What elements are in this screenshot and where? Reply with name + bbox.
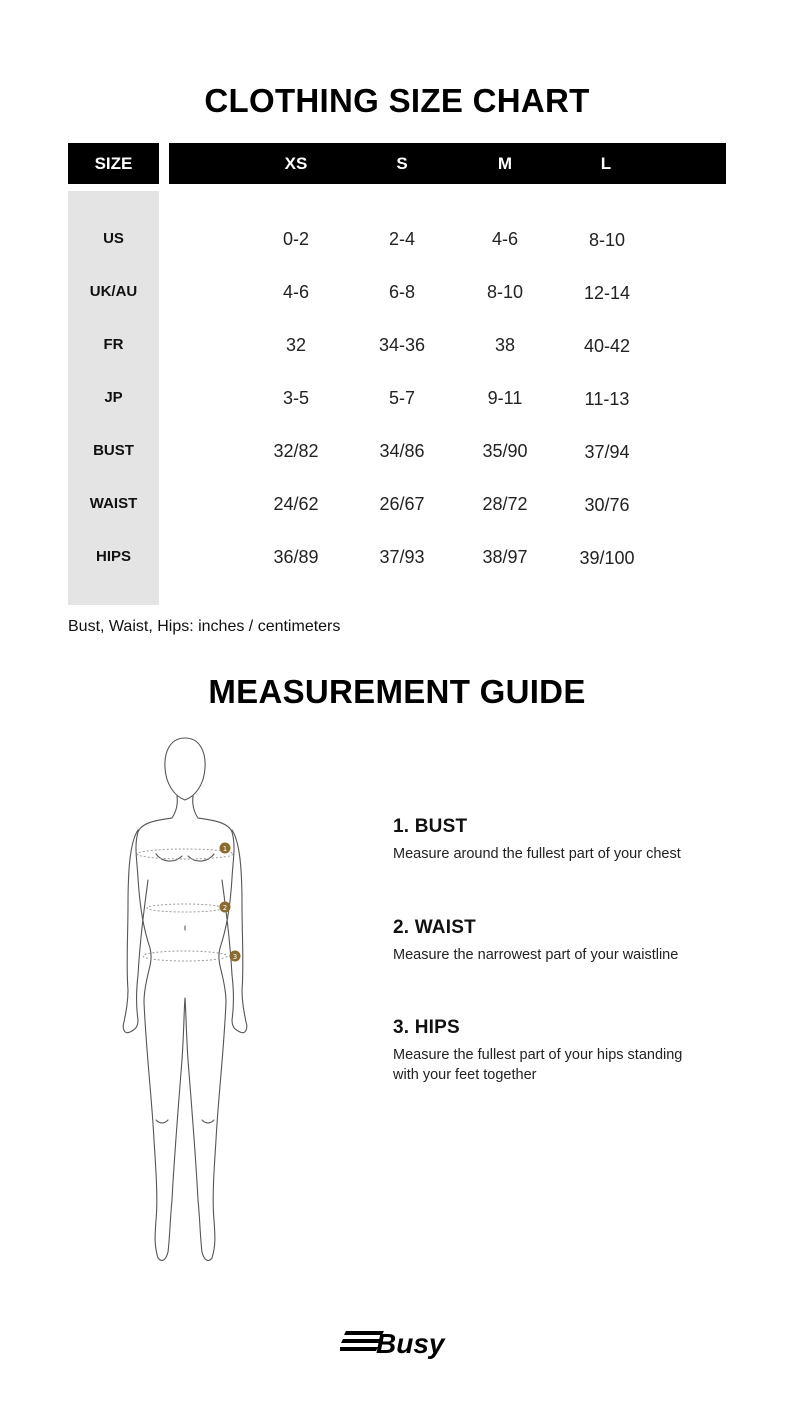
guide-title: MEASUREMENT GUIDE — [208, 673, 586, 710]
figure-head — [165, 738, 205, 800]
logo-stripe — [340, 1347, 378, 1351]
table-cell: 36/89 — [273, 547, 319, 567]
guide-description: Measure the narrowest part of your waistline — [393, 947, 679, 963]
table-cell: 32 — [285, 335, 307, 355]
table-cell: 37/93 — [379, 547, 425, 567]
figure-right-leg — [185, 998, 226, 1260]
table-cell: 8-10 — [486, 282, 524, 302]
table-cell: 4-6 — [282, 282, 309, 302]
figure-neck — [172, 796, 198, 818]
table-cell: 11-13 — [584, 389, 630, 409]
busy-logo — [340, 1325, 460, 1361]
column-header-xs: XS — [284, 154, 308, 173]
guide-heading: 2. WAIST — [393, 917, 476, 938]
column-header-m: M — [497, 154, 513, 173]
table-cell: 30/76 — [584, 495, 630, 515]
table-cell: 6-8 — [388, 282, 415, 302]
table-cell: 12-14 — [583, 283, 631, 303]
marker-3-label: 3 — [232, 953, 238, 961]
bust-measure-line — [137, 849, 233, 859]
row-label-waist: WAIST — [89, 495, 138, 512]
figure-chest — [156, 854, 214, 861]
row-label-uk-au: UK/AU — [89, 283, 138, 300]
guide-item-hips — [393, 1017, 693, 1085]
logo-stripe — [341, 1339, 381, 1343]
table-cell: 38 — [494, 335, 516, 355]
table-cell: 9-11 — [487, 388, 523, 408]
table-cell: 0-2 — [282, 229, 309, 249]
table-cell: 38/97 — [482, 547, 528, 567]
column-header-s: S — [396, 154, 408, 173]
size-header-bar — [169, 143, 726, 184]
guide-item-bust — [393, 816, 693, 864]
guide-heading: 3. HIPS — [393, 1017, 460, 1038]
units-note: Bust, Waist, Hips: inches / centimeters — [68, 618, 341, 635]
row-label-bust: BUST — [93, 442, 134, 459]
table-cell: 8-10 — [588, 230, 626, 250]
chart-title: CLOTHING SIZE CHART — [204, 82, 590, 119]
guide-heading: 1. BUST — [393, 816, 468, 837]
table-cell: 3-5 — [282, 388, 309, 408]
table-cell: 37/94 — [584, 442, 630, 462]
figure-left-hand — [123, 1020, 138, 1033]
guide-item-waist — [393, 917, 693, 965]
table-cell: 24/62 — [273, 494, 319, 514]
row-label-us: US — [103, 230, 124, 247]
marker-1-label: 1 — [222, 845, 228, 853]
body-figure-illustration — [100, 730, 280, 1275]
row-label-column — [68, 191, 159, 605]
waist-measure-line — [147, 904, 223, 912]
table-cell: 39/100 — [579, 548, 635, 568]
logo-wordmark: Busy — [376, 1328, 445, 1359]
table-cell: 34/86 — [379, 441, 425, 461]
figure-right-hand — [232, 1020, 247, 1033]
marker-2-label: 2 — [222, 904, 228, 912]
row-label-hips: HIPS — [95, 548, 131, 565]
table-cell: 32/82 — [273, 441, 319, 461]
figure-knees — [156, 1120, 214, 1123]
row-label-jp: JP — [104, 389, 123, 406]
guide-description: Measure around the fullest part of your chest — [393, 846, 681, 862]
table-cell: 28/72 — [482, 494, 528, 514]
figure-left-leg — [144, 998, 185, 1260]
table-cell: 4-6 — [491, 229, 518, 249]
row-label-fr: FR — [103, 336, 124, 353]
hips-measure-line — [143, 951, 227, 961]
size-header-label: SIZE — [68, 143, 159, 184]
table-cell: 26/67 — [379, 494, 425, 514]
guide-description: Measure the fullest part of your hips standing with your feet together — [393, 1047, 683, 1083]
table-cell: 5-7 — [388, 388, 415, 408]
table-cell: 2-4 — [388, 229, 415, 249]
column-header-l: L — [600, 154, 612, 173]
table-cell: 34-36 — [378, 335, 426, 355]
table-cell: 35/90 — [482, 441, 528, 461]
table-cell: 40-42 — [583, 336, 631, 356]
